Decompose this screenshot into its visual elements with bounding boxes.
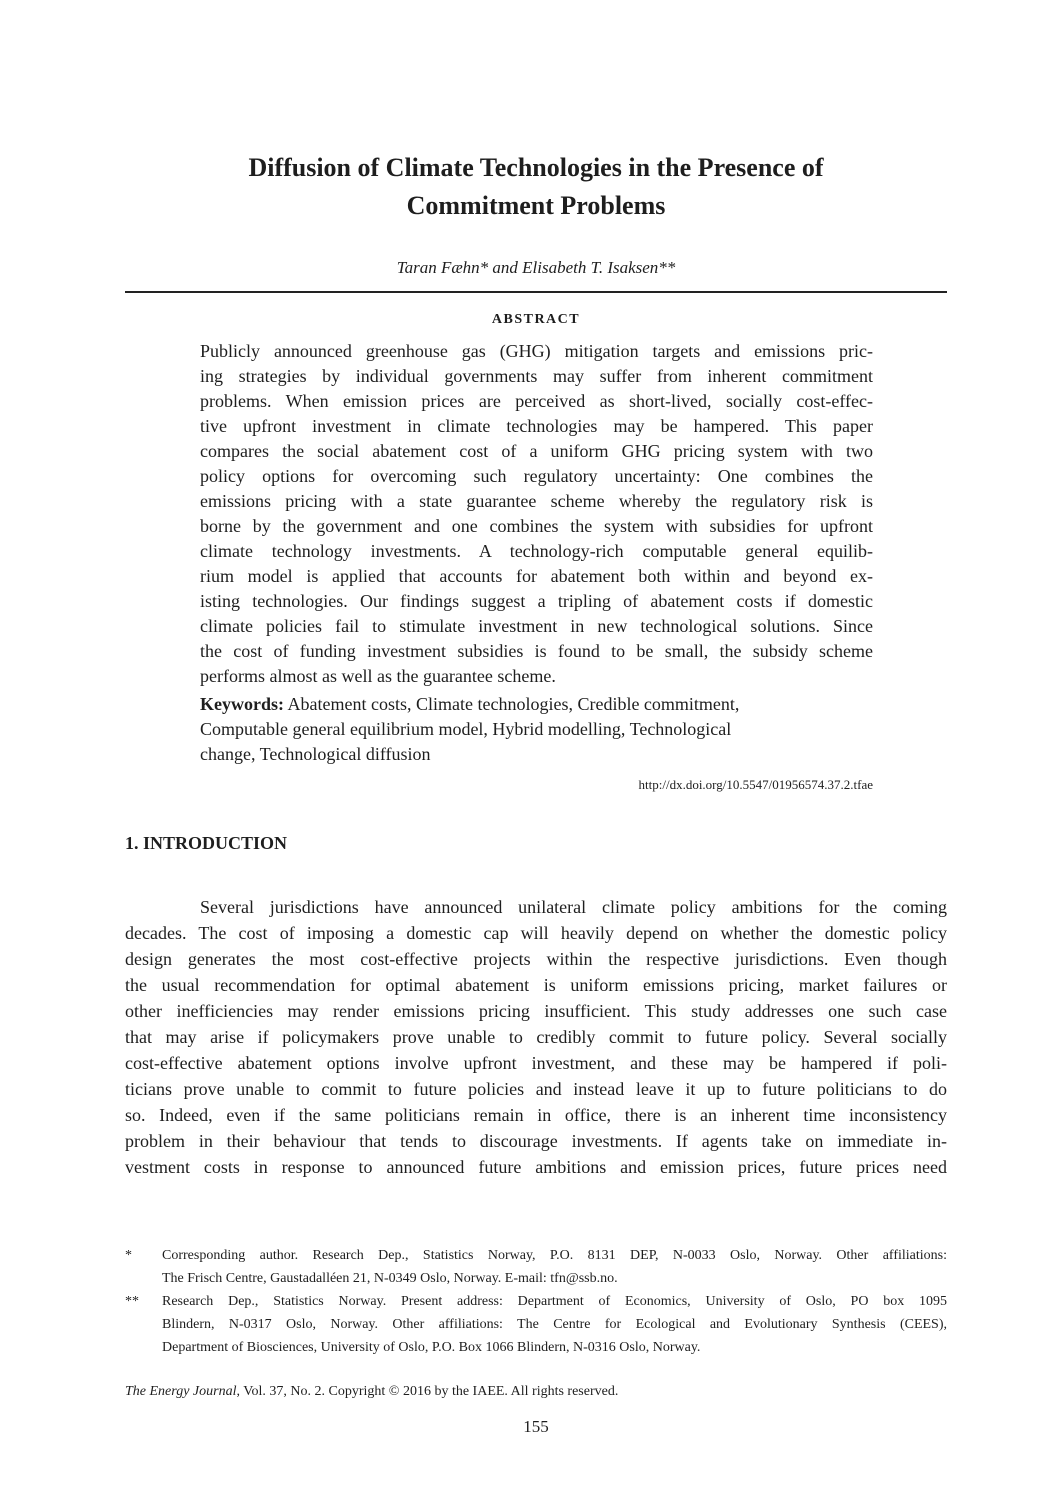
footnote-corresponding-author [125,1244,947,1290]
abstract-line: borne by the government and one combines the system with subsidies for upfront [200,516,873,536]
abstract-heading: ABSTRACT [491,312,581,327]
footnote-second-author [125,1290,947,1359]
abstract-line: compares the social abatement cost of a uniform GHG pricing system with two [200,441,873,461]
footnote-line: The Frisch Centre, Gaustadalléen 21, N-0349 Oslo, Norway. E-mail: tfn@ssb.no. [162,1271,618,1286]
footnote-mark: * [125,1248,132,1263]
page-number: 155 [523,1417,549,1436]
abstract-line: performs almost as well as the guarantee scheme. [200,666,556,686]
footnote-line: Department of Biosciences, University of Oslo, P.O. Box 1066 Blindern, N-0316 Oslo, Norway. [162,1340,701,1355]
keywords-line: Computable general equilibrium model, Hybrid modelling, Technological [200,719,732,739]
abstract-line: Publicly announced greenhouse gas (GHG) mitigation targets and emissions pric- [200,341,873,361]
abstract-line: ing strategies by individual governments may suffer from inherent commitment [200,366,873,386]
abstract-text [200,339,873,689]
paragraph-line: design generates the most cost-effective projects within the respective jurisdictions. Even though [125,949,947,969]
header-divider [125,291,947,293]
abstract-line: climate policies fail to stimulate investment in new technological solutions. Since [200,616,873,636]
abstract-line: problems. When emission prices are perceived as short-lived, socially cost-effec- [200,391,873,411]
keywords-block [200,692,873,767]
footnote-line: Blindern, N-0317 Oslo, Norway. Other affiliations: The Centre for Ecological and Evolutionary Synthesis (CEES), [162,1317,947,1332]
title-line: Diffusion of Climate Technologies in the Presence of [248,153,824,182]
footnotes [125,1244,947,1359]
paragraph-line: that may arise if policymakers prove unable to credibly commit to future policy. Several socially [125,1027,947,1047]
keywords-text: Abatement costs, Climate technologies, Credible commitment, [287,694,740,714]
paragraph-line: other inefficiencies may render emissions pricing insufficient. This study addresses one such case [125,1001,947,1021]
paragraph-line: so. Indeed, even if the same politicians remain in office, there is an inherent time inconsistency [125,1105,947,1125]
paragraph-line: ticians prove unable to commit to future policies and instead leave it up to future politicians to do [125,1079,947,1099]
paragraph-line: decades. The cost of imposing a domestic cap will heavily depend on whether the domestic policy [125,923,947,943]
section-heading: 1. INTRODUCTION [125,833,288,853]
abstract-line: climate technology investments. A technology-rich computable general equilib- [200,541,873,561]
keywords-line: change, Technological diffusion [200,744,431,764]
title-line: Commitment Problems [406,191,666,220]
abstract-line: tive upfront investment in climate technologies may be hampered. This paper [200,416,873,436]
abstract-line: emissions pricing with a state guarantee scheme whereby the regulatory risk is [200,491,873,511]
paragraph-line: cost-effective abatement options involve upfront investment, and these may be hampered if poli- [125,1053,947,1073]
paragraph-line: vestment costs in response to announced future ambitions and emission prices, future prices need [125,1157,947,1177]
author-list: Taran Fæhn* and Elisabeth T. Isaksen** [396,258,676,277]
abstract-line: the cost of funding investment subsidies is found to be small, the subsidy scheme [200,641,873,661]
abstract-line: policy options for overcoming such regulatory uncertainty: One combines the [200,466,873,486]
footnote-line: Corresponding author. Research Dep., Statistics Norway, P.O. 8131 DEP, N-0033 Oslo, Norway. Other affiliations: [162,1248,947,1263]
keywords-line [200,692,873,717]
doi-link[interactable]: http://dx.doi.org/10.5547/01956574.37.2.tfae [638,777,873,792]
footnote-mark: ** [125,1294,139,1309]
copyright-text: , Vol. 37, No. 2. Copyright © 2016 by the IAEE. All rights reserved. [236,1384,619,1399]
paragraph-line: Several jurisdictions have announced unilateral climate policy ambitions for the coming [200,897,947,917]
journal-name: The Energy Journal [125,1384,237,1399]
abstract-line: isting technologies. Our findings suggest a tripling of abatement costs if domestic [200,591,873,611]
abstract-line: rium model is applied that accounts for abatement both within and beyond ex- [200,566,873,586]
journal-copyright [125,1383,618,1401]
paragraph-line: the usual recommendation for optimal abatement is uniform emissions pricing, market failures or [125,975,947,995]
keywords-label: Keywords: [200,694,284,714]
footnote-line: Research Dep., Statistics Norway. Present address: Department of Economics, University of Oslo, PO box 1095 [162,1294,947,1309]
paper-title [125,149,947,225]
paragraph-line: problem in their behaviour that tends to discourage investments. If agents take on immediate in- [125,1131,947,1151]
introduction-paragraph [125,894,947,1180]
